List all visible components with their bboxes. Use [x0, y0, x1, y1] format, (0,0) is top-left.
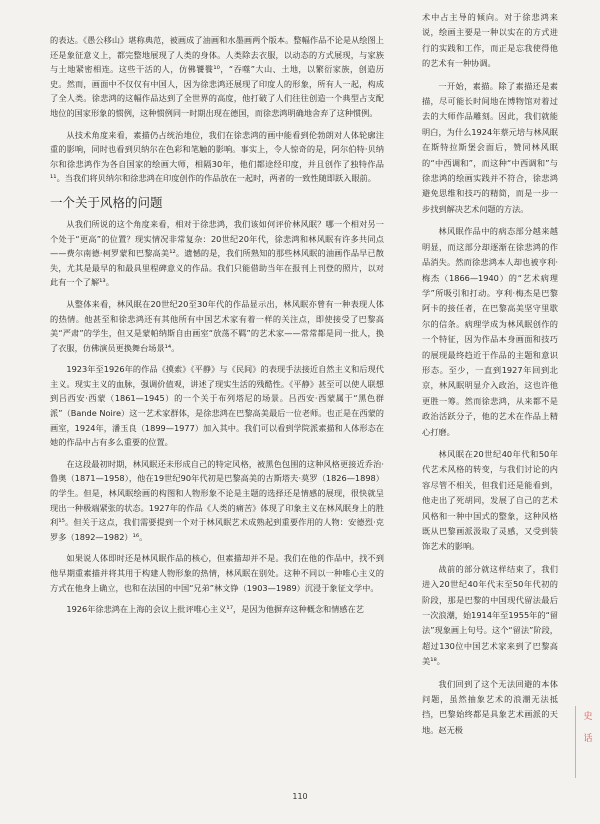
paragraph: 从我们所说的这个角度来看，相对于徐悲鸿，我们该如何评价林风眠？哪一个相对另一个处于“更高”的位置？现实情况非常复杂：20世纪20年代，徐悲鸿和林风眠有许多共同点——费尔南德·柯罗蒙和巴黎高美¹²。遗憾的是，我们所熟知的那些林风眠的油画作品早已散失，尤其是最早的和最具里程碑意义的作品。我们只能借助当年在报刊上刊登的照片，以对此有一个了解¹³。 — [50, 218, 384, 288]
left-column — [50, 33, 384, 624]
paragraph: 1926年徐悲鸿在上海的会议上批评唯心主义¹⁷，是因为他摒弃这种概念和情感在艺 — [66, 604, 364, 615]
section-heading: 一个关于风格的问题 — [50, 194, 163, 210]
paragraph: 1923年至1926年的作品《摸索》《平静》与《民间》的表现手法接近自然主义和后现代主义。现实主义的血脉，强调价值观，讲述了现实生活的残酷性。《平静》甚至可以使人联想到吕西安·西蒙（1861—1945）的一个关于布列塔尼的场景。吕西安·西蒙属于“黑色群派”（Bande Noire）这一艺术家群体，是徐悲鸿在巴黎高美最后一位老师。也正是在西蒙的画室，1924年，潘玉良（1899—1977）加入其中。我们可以看到学院派素描和人体形态在她的作品中占有多么重要的位置。 — [50, 364, 384, 448]
paragraph: 林风眠作品中的病态部分越来越明显，而这部分却逐渐在徐悲鸿的作品消失。然而徐悲鸿本人却也被亨利·梅杰（1866—1940）的“艺术病理学”所吸引和打动。亨利·梅杰是巴黎阿卡的接任者，在巴黎高美坚守里歇尔的信条。病理学成为林风眠创作的一个特征，因为作品本身画面和技巧的展现最终趋近于作品的主题和意识形态。至少，一直到1927年回到北京，林风眠明显介入政治，这也许他更胜一筹。然而徐悲鸿，从来都不是政治活跃分子，他的艺术在作品上精心打磨。 — [422, 226, 558, 437]
paragraph: 如果说人体即时还是林风眠作品的核心，但素描却并不是。我们在他的作品中，找不到他早期重素描并将其用于构建人物形象的热情，林风眠在别处。这种不同以一种唯心主义的方式在他身上确立，也和在法国的中国“兄弟”林文铮（1903—1989）沉浸于象征文学中。 — [50, 553, 384, 593]
side-tab-char: 史 — [583, 712, 593, 722]
paragraph: 林风眠在20世纪40年代和50年代艺术风格的转变，与我们讨论的内容尽管不相关，但我们还是能看到，他走出了死胡同，发展了自己的艺术风格和一种中国式的整象，这种风格既从巴黎画派汲取了灵感，又受到装饰艺术的影响。 — [422, 448, 558, 552]
paragraph: 我们回到了这个无法回避的本体问题，虽然抽象艺术的浪潮无法抵挡，巴黎始终都是具象艺术画派的天地。赵无极 — [422, 678, 558, 735]
section-side-tab — [575, 706, 600, 778]
paragraph: 战前的部分就这样结束了，我们进入20世纪40年代末至50年代初的阶段，那是巴黎的中国现代留法最后一次浪潮，始1914年至1955年的“留法”现象画上句号。这个“留法”阶段，超过130位中国艺术家来到了巴黎高美¹⁸。 — [422, 563, 558, 667]
paragraph: 的表达。《愚公移山》堪称典范，被画成了油画和水墨画两个版本。整幅作品不论是从绘图上还是象征意义上，都完整地展现了人类的身体。人类除去衣服，以动态的方式展现，与家族与土地紧密相连。这些干活的人，仿佛饕餮¹⁰，“吞噬”大山、土地，以繁衍家族，创造历史。然而，画面中不仅仅有中国人，因为徐悲鸿还展现了印度人的形象，所有人一起，构成了全人类。徐悲鸿的这幅作品达到了全世界的高度，他打破了人们往往创造一个典型占支配地位的国家形象的惯例，这种惯例同一时期出现在德国，而徐悲鸿明确地舍弃了这种惯例。 — [50, 35, 384, 118]
paragraph: 从整体来看，林风眠在20世纪20至30年代的作品显示出，林风眠亦曾有一种表现人体的热情。他甚至和徐悲鸿还有其他所有中国艺术家有着一样的关注点，即使接受了巴黎高美“严肃”的学生，但又是蒙帕纳斯自由画室“放荡不羁”的艺术家——常常都是同一批人，换了衣服，仿佛演员更换舞台场景¹⁴。 — [50, 298, 384, 353]
page-number: 110 — [292, 792, 308, 801]
paragraph: 一开始，素描。除了素描还是素描，尽可能长时间地在博物馆对着过去的大师作品雕刻。因此，我们就能明白，为什么1924年蔡元培与林风眠在斯特拉斯堡会面后，赞同林风眠的“中西调和”，而这种“中西调和”与徐悲鸿的绘画实践并不符合，徐悲鸿避免思维和技巧的精简，而是一步一步找到解决艺术问题的方法。 — [422, 80, 558, 214]
side-tab-char: 话 — [583, 734, 593, 744]
paragraph: 在这段最初时期，林风眠还未形成自己的特定风格，被黑色包围的这种风格更接近乔治·鲁奥（1871—1958），他在19世纪90年代初是巴黎高美的古斯塔夫·莫罗（1826—1898）的学生。但是，林风眠绘画的构图和人物形象不论是主题的选择还是情感的展现，很快就呈现出一种极端紧张的状态。1927年的作品《人类的痛苦》体现了印象主义在林风眠身上的胜利¹⁵。但关于这点，我们需要提到一个对于林风眠艺术成熟起到重要作用的人物：安德烈·克罗多（1892—1982）¹⁶。 — [50, 458, 384, 542]
right-column — [422, 10, 558, 745]
paragraph: 从技术角度来看，素描仍占统治地位，我们在徐悲鸿的画中能看到伦勃朗对人体轮廓注重的影响，同时也看到贝纳尔在色彩和笔触的影响。事实上，令人惊奇的是，阿尔伯特·贝纳尔和徐悲鸿作为各自国家的绘画大师，相隔30年，他们都途经印度，并且创作了独特作品¹¹。当我们将贝纳尔和徐悲鸿在印度创作的作品放在一起时，两者的一致性随即跃入眼前。 — [50, 129, 384, 184]
paragraph: 术中占主导的倾向。对于徐悲鸿来说，绘画主要是一种以实在的方式进行的实践和工作，而正是忘我使得他的艺术有一种协调。 — [422, 12, 558, 69]
